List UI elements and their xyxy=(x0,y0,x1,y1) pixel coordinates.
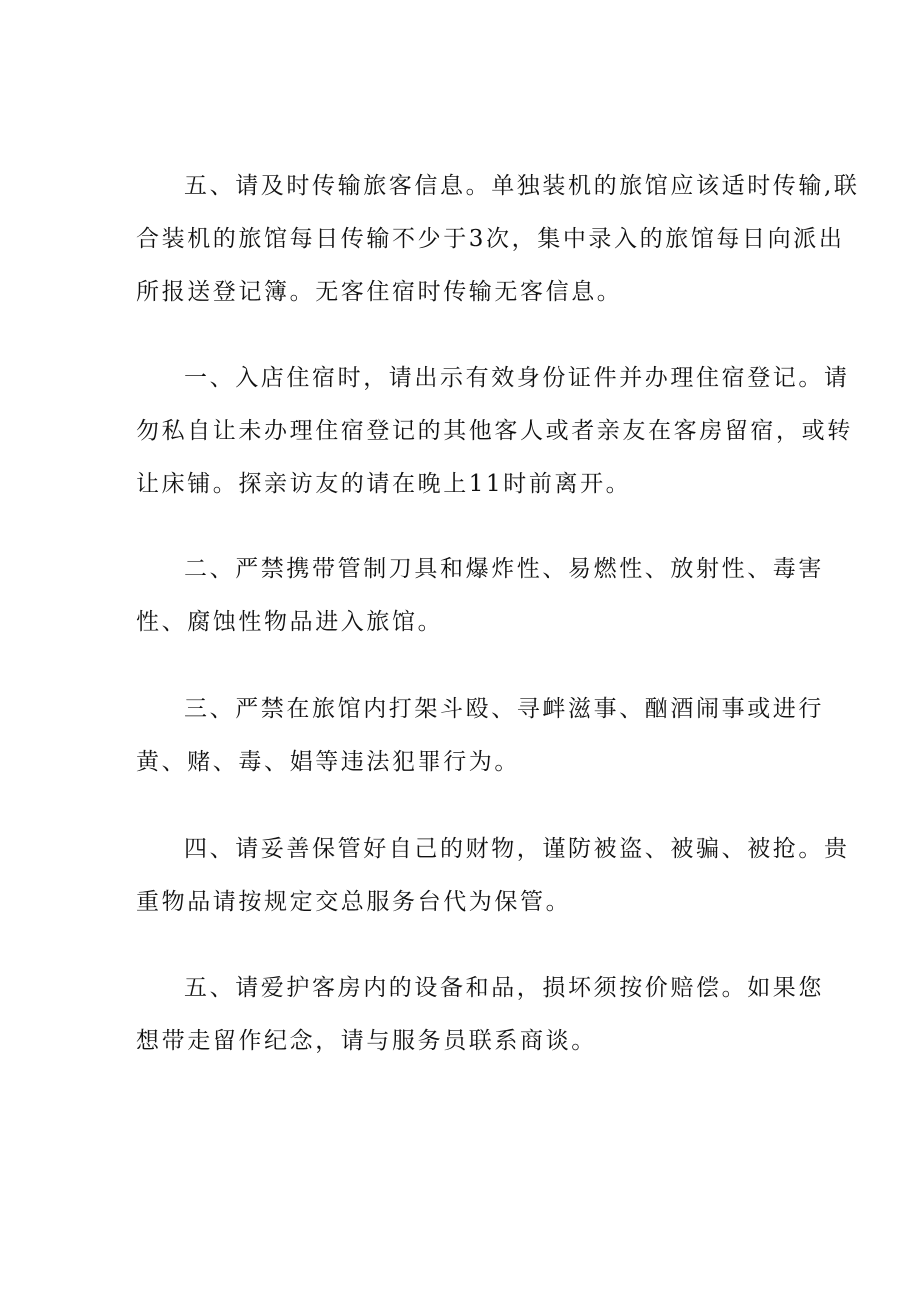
paragraph-prohibited-items xyxy=(136,543,824,649)
paragraph-line: 想带走留作纪念，请与服务员联系商谈。 xyxy=(136,1028,597,1054)
paragraph-line: 三、严禁在旅馆内打架斗殴、寻衅滋事、酗酒闹事或进行 xyxy=(184,696,824,722)
paragraph-line: 合装机的旅馆每日传输不少于3次，集中录入的旅馆每日向派出 xyxy=(136,226,845,252)
paragraph-protect-room-equipment xyxy=(136,962,824,1068)
paragraph-prohibited-conduct xyxy=(136,683,824,789)
paragraph-line: 黄、赌、毒、娼等违法犯罪行为。 xyxy=(136,749,520,775)
paragraph-line: 二、严禁携带管制刀具和爆炸性、易燃性、放射性、毒害 xyxy=(184,556,824,582)
paragraph-line: 四、请妥善保管好自己的财物，谨防被盗、被骗、被抢。贵 xyxy=(184,836,850,862)
paragraph-line: 让床铺。探亲访友的请在晚上11时前离开。 xyxy=(136,471,632,497)
paragraph-check-in-registration xyxy=(136,352,853,511)
paragraph-line: 五、请及时传输旅客信息。单独装机的旅馆应该适时传输,联 xyxy=(184,173,860,199)
paragraph-transmit-guest-info xyxy=(136,160,860,319)
paragraph-line: 性、腐蚀性物品进入旅馆。 xyxy=(136,609,444,635)
paragraph-line: 重物品请按规定交总服务台代为保管。 xyxy=(136,889,572,915)
paragraph-line: 所报送登记簿。无客住宿时传输无客信息。 xyxy=(136,279,623,305)
paragraph-line: 一、入店住宿时，请出示有效身份证件并办理住宿登记。请 xyxy=(184,365,850,391)
paragraph-line: 五、请爱护客房内的设备和品，损坏须按价赔偿。如果您 xyxy=(184,975,824,1001)
paragraph-safeguard-property xyxy=(136,823,850,929)
paragraph-line: 勿私自让未办理住宿登记的其他客人或者亲友在客房留宿，或转 xyxy=(136,418,853,444)
